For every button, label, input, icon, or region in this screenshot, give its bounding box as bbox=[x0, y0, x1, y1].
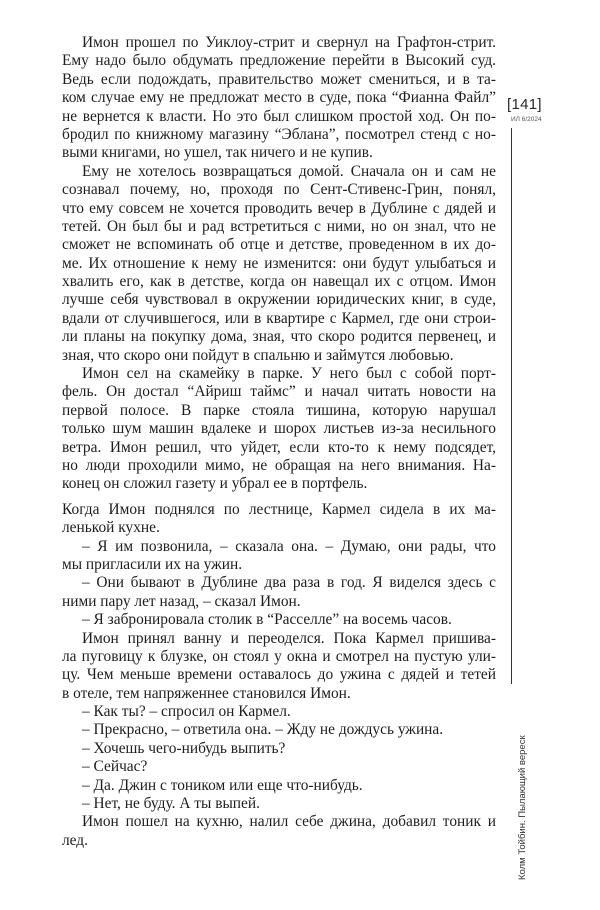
text-line: тетей. Он был бы и рад встретиться с ними, но он знал, что не bbox=[62, 217, 496, 235]
text-line: – Я им позвонила, – сказала она. – Думаю, они рады, что bbox=[82, 537, 496, 555]
paragraph bbox=[62, 740, 496, 758]
text-line: что ему совсем не хочется проводить вечер в Дублине с дядей и bbox=[62, 199, 496, 217]
text-line: Имон прошел по Уиклоу-стрит и свернул на Графтон-стрит. bbox=[82, 34, 496, 51]
margin-rule bbox=[511, 128, 512, 684]
paragraph bbox=[62, 703, 496, 721]
text-line: первой полосе. В парке стояла тишина, которую нарушал bbox=[62, 401, 496, 419]
paragraph bbox=[62, 611, 496, 629]
text-line: ком случае ему не предложат место в суде, пока “Фианна Файл” bbox=[62, 89, 496, 107]
text-line: не вернется к власти. Но это был слишком простой ход. Он по- bbox=[62, 107, 496, 125]
text-line: хвалить его, как в детстве, когда он навещал их с отцом. Имон bbox=[62, 273, 496, 291]
text-line: – Они бывают в Дублине два раза в год. Я виделся здесь с bbox=[82, 574, 496, 592]
paragraph bbox=[62, 365, 496, 494]
text-line: только шум машин вдалеке и шорох листьев из-за несильного bbox=[62, 420, 496, 438]
paragraph bbox=[62, 538, 496, 575]
text-line: – Хочешь чего-нибудь выпить? bbox=[82, 739, 286, 757]
section-break bbox=[62, 494, 496, 501]
text-line: – Прекрасно, – ответила она. – Жду не дождусь ужина. bbox=[82, 721, 444, 739]
text-line: – Нет, не буду. А ты выпей. bbox=[82, 795, 260, 813]
text-line: ними пару лет назад, – сказал Имон. bbox=[62, 592, 301, 610]
text-line: сможет не вспоминать об отце и детстве, проведенном в их до- bbox=[62, 236, 496, 254]
paragraph bbox=[62, 721, 496, 739]
text-line: – Я забронировала столик в “Расселле” на восемь часов. bbox=[82, 611, 452, 629]
paragraph bbox=[62, 630, 496, 704]
text-line: – Как ты? – спросил он Кармел. bbox=[82, 703, 291, 721]
text-line: Ему надо было обдумать предложение перейти в Высокий суд. bbox=[62, 52, 496, 70]
text-line: – Да. Джин с тоником или еще что-нибудь. bbox=[82, 776, 363, 794]
text-line: лучше себя чувствовал в окружении юридических книг, в суде, bbox=[62, 291, 496, 309]
text-line: ветра. Имон решил, что уйдет, если кто-то к нему подсядет, bbox=[62, 438, 496, 456]
text-line: выми книгами, но ушел, так ничего и не купив. bbox=[62, 144, 373, 162]
paragraph bbox=[62, 795, 496, 813]
paragraph bbox=[62, 758, 496, 776]
text-line: ли планы на покупку дома, зная, что скоро родится первенец, и bbox=[62, 328, 496, 346]
paragraph bbox=[62, 163, 496, 365]
text-section bbox=[62, 34, 496, 494]
text-line: фель. Он достал “Айриш таймс” и начал читать новости на bbox=[62, 383, 496, 401]
text-line: конец он сложил газету и убрал ее в портфель. bbox=[62, 475, 368, 493]
text-line: но люди проходили мимо, не обращая на него внимания. На- bbox=[62, 456, 496, 474]
text-line: ла пуговицу к блузке, он стоял у окна и смотрел на пустую ули- bbox=[62, 647, 496, 665]
text-section bbox=[62, 501, 496, 850]
text-line: Имон принял ванну и переоделся. Пока Кармел пришива- bbox=[82, 629, 496, 647]
text-line: зная, что скоро они пойдут в спальню и займутся любовью. bbox=[62, 346, 454, 364]
text-line: Ведь если подождать, правительство может смениться, и в та- bbox=[62, 70, 496, 88]
text-line: Когда Имон поднялся по лестнице, Кармел сидела в их ма- bbox=[62, 500, 496, 518]
text-line: Имон сел на скамейку в парке. У него был с собой порт- bbox=[82, 365, 496, 383]
text-line: цу. Чем меньше времени оставалось до ужина с дядей и тетей bbox=[62, 666, 496, 684]
text-line: бродил по книжному магазину “Эблана”, посмотрел стенд с но- bbox=[62, 125, 496, 143]
running-title: Колм Тойбин. Пылающий вереск bbox=[517, 735, 528, 880]
paragraph bbox=[62, 813, 496, 850]
page-number: [141] bbox=[507, 96, 542, 113]
paragraph bbox=[62, 34, 496, 163]
issue-label: ИЛ 6/2024 bbox=[511, 116, 542, 123]
text-line: сознавал почему, но, проходя по Сент-Стивенс-Грин, понял, bbox=[62, 181, 496, 199]
paragraph bbox=[62, 574, 496, 611]
text-line: в отеле, тем напряженнее становился Имон. bbox=[62, 684, 351, 702]
text-line: вдали от случившегося, или в квартире с Кармел, где они строи- bbox=[62, 309, 496, 327]
text-line: лед. bbox=[62, 831, 88, 849]
text-line: – Сейчас? bbox=[82, 758, 148, 776]
book-page-text bbox=[62, 34, 496, 850]
text-line: Имон пошел на кухню, налил себе джина, добавил тоник и bbox=[82, 813, 496, 831]
paragraph bbox=[62, 501, 496, 538]
paragraph bbox=[62, 777, 496, 795]
text-line: Ему не хотелось возвращаться домой. Сначала он и сам не bbox=[82, 162, 496, 180]
text-line: ленькой кухне. bbox=[62, 519, 160, 537]
text-line: ме. Их отношение к нему не изменится: они будут улыбаться и bbox=[62, 254, 496, 272]
text-line: мы пригласили их на ужин. bbox=[62, 555, 243, 573]
